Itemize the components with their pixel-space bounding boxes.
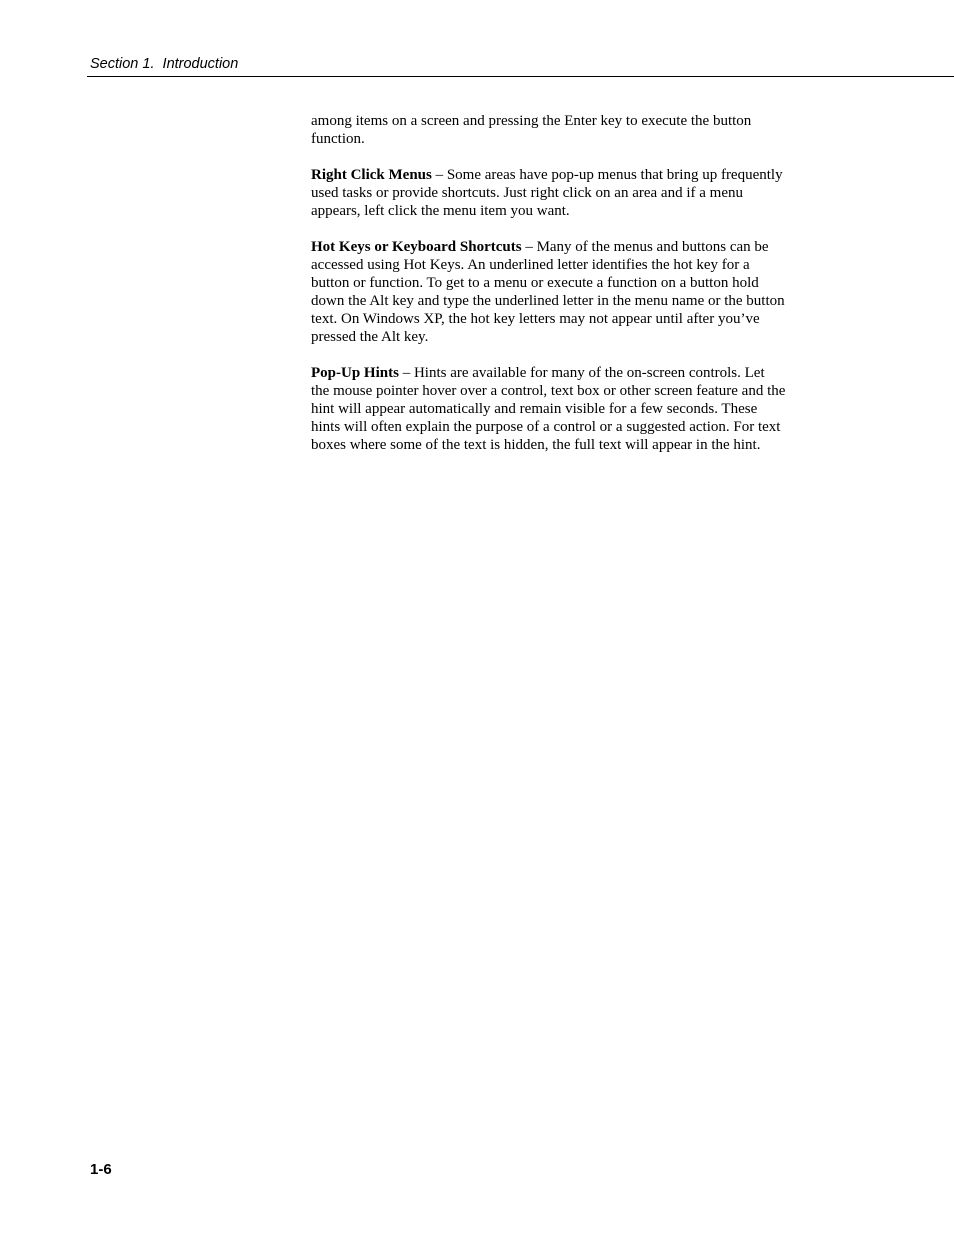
paragraph-text: – Hints are available for many of the on-screen controls. Let the mouse pointer hover over a control, text box or other screen feature and the hint will appear automatically and remain visible for a few seconds. These hints will often explain the purpose of a control or a suggested action. For text boxes where some of the text is hidden, the full text will appear in the hint. — [311, 365, 786, 453]
paragraph-pop-up-hints — [311, 364, 811, 454]
paragraph-text: – Many of the menus and buttons can be accessed using Hot Keys. An underlined letter identifies the hot key for a button or function. To get to a menu or execute a function on a button hold down the Alt key and type the underlined letter in the menu name or the button text. On Windows XP, the hot key letters may not appear until after you’ve pressed the Alt key. — [311, 239, 785, 345]
paragraph-hot-keys — [311, 238, 811, 346]
header-rule — [87, 76, 954, 77]
paragraph-text: – Some areas have pop-up menus that bring up frequently used tasks or provide shortcuts. Just right click on an area and if a menu appears, left click the menu item you want. — [311, 167, 783, 219]
term-pop-up-hints: Pop-Up Hints — [311, 365, 399, 381]
paragraph-right-click-menus — [311, 166, 811, 220]
running-header: Section 1. Introduction — [90, 56, 239, 72]
page-number: 1-6 — [90, 1161, 112, 1178]
term-hot-keys: Hot Keys or Keyboard Shortcuts — [311, 239, 522, 255]
continuation-paragraph: among items on a screen and pressing the Enter key to execute the button function. — [311, 113, 752, 147]
body-column — [311, 112, 811, 472]
term-right-click-menus: Right Click Menus — [311, 167, 432, 183]
